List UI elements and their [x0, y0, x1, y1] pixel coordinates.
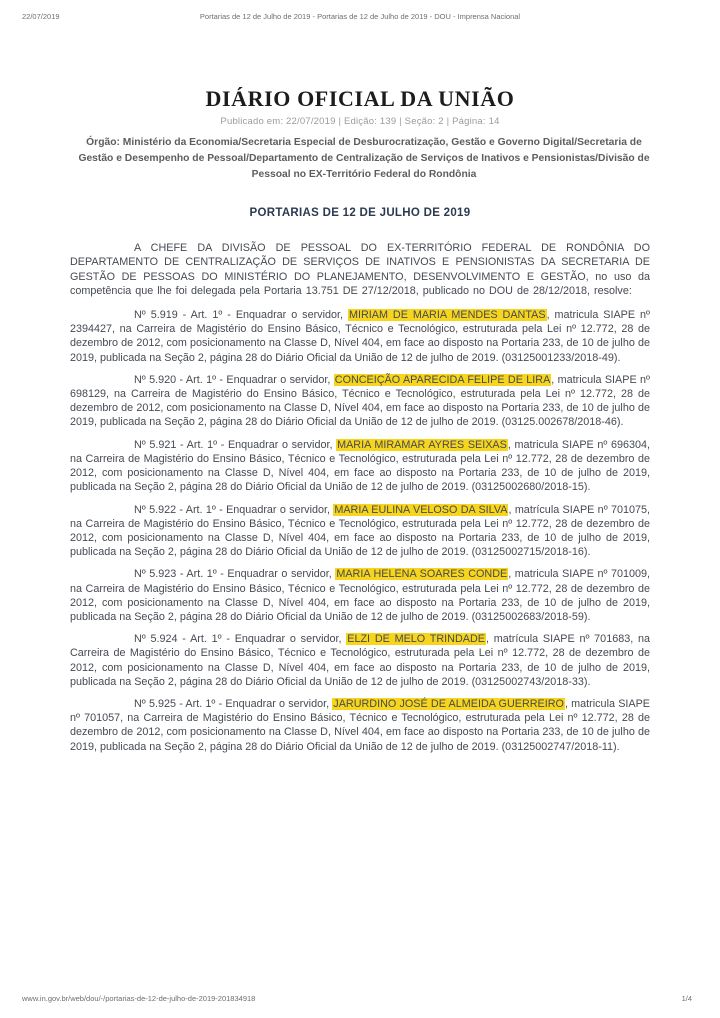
- portaria-paragraph-5925: [70, 697, 650, 754]
- portaria-text-post: , matricula SIAPE nº 698129, na Carreira de Magistério do Ensino Básico, Técnico e Tecnológico, estruturada pela Lei nº 12.772, 28 de dezembro de 2012, com posicionamento na Classe D, Nível 404, em face ao disposto na Portaria 233, de 10 de julho de 2019, publicada na Seção 2, página 28 do Diário Oficial da União de 12 de julho de 2019. (03125.002678/2018-46).: [70, 373, 650, 429]
- article-text: [70, 241, 650, 754]
- portaria-text-pre: Nº 5.925 - Art. 1º - Enquadrar o servidor,: [134, 697, 333, 710]
- print-header-date: 22/07/2019: [22, 12, 60, 21]
- portaria-text-post: , matricula SIAPE nº 701009, na Carreira de Magistério do Ensino Básico, Técnico e Tecnológico, estruturada pela Lei nº 12.772, 28 de dezembro de 2012, com posicionamento na Classe D, Nível 404, em face ao disposto na Portaria 233, de 10 de julho de 2019, publicada na Seção 2, página 28 do Diário Oficial da União de 12 de julho de 2019. (03125002683/2018-59).: [70, 568, 651, 623]
- portaria-paragraph-5919: [70, 308, 650, 365]
- organ-info: Órgão: Ministério da Economia/Secretaria Especial de Desburocratização, Gestão e Governo Digital/Secretaria de Gestão e Desempenho de Pessoal/Departamento de Centralização de Serviços de Inativos e Pensionistas/Divisão de Pessoal no EX-Território Federal do Rondônia: [78, 137, 650, 181]
- highlighted-servant-name: MARIA HELENA SOARES CONDE: [336, 568, 508, 581]
- portaria-text-pre: Nº 5.923 - Art. 1º - Enquadrar o servidor,: [134, 568, 336, 581]
- highlighted-servant-name: MIRIAM DE MARIA MENDES DANTAS: [348, 309, 546, 322]
- portaria-text-pre: Nº 5.922 - Art. 1º - Enquadrar o servidor,: [134, 503, 334, 516]
- portaria-text-pre: Nº 5.920 - Art. 1º - Enquadrar o servidor,: [134, 373, 334, 386]
- highlighted-servant-name: ELZI DE MELO TRINDADE: [347, 633, 485, 646]
- article-heading: PORTARIAS DE 12 DE JULHO DE 2019: [249, 207, 471, 220]
- highlighted-servant-name: MARIA MIRAMAR AYRES SEIXAS: [337, 438, 507, 451]
- publication-info: Publicado em: 22/07/2019 | Edição: 139 | Seção: 2 | Página: 14: [220, 116, 500, 128]
- print-footer-page-number: 1/4: [681, 994, 692, 1003]
- print-footer-url: www.in.gov.br/web/dou/-/portarias-de-12-de-julho-de-2019-201834918: [22, 994, 256, 1003]
- portaria-text-pre: Nº 5.924 - Art. 1º - Enquadrar o servidor,: [134, 633, 347, 646]
- portaria-paragraph-5920: [70, 373, 650, 430]
- print-footer: [0, 994, 720, 1006]
- portaria-text-pre: Nº 5.919 - Art. 1º - Enquadrar o servidor,: [134, 309, 348, 322]
- intro-paragraph: A CHEFE DA DIVISÃO DE PESSOAL DO EX-TERRITÓRIO FEDERAL DE RONDÔNIA DO DEPARTAMENTO DE CENTRALIZAÇÃO DE SERVIÇOS DE INATIVOS E PENSIONISTAS DA SECRETARIA DE GESTÃO DE PESSOAS DO MINISTÉRIO DO PLANEJAMENTO, DESENVOLVIMENTO E GESTÃO, no uso da competência que lhe foi delegada pela Portaria 13.751 DE 27/12/2018, publicado no DOU de 28/12/2018, resolve:: [70, 242, 650, 297]
- highlighted-servant-name: JARURDINO JOSÉ DE ALMEIDA GUERREIRO: [333, 697, 564, 710]
- portaria-paragraph-5921: [70, 438, 650, 495]
- portaria-text-post: , matricula SIAPE nº 701057, na Carreira de Magistério do Ensino Básico, Técnico e Tecnológico, estruturada pela Lei nº 12.772, 28 de dezembro de 2012, com posicionamento na Classe D, Nível 404, em face ao disposto na Portaria 233, de 10 de julho de 2019, publicada na Seção 2, página 28 do Diário Oficial da União de 12 de julho de 2019. (03125002747/2018-11).: [70, 697, 650, 753]
- masthead: [70, 86, 650, 183]
- portaria-text-pre: Nº 5.921 - Art. 1º - Enquadrar o servidor,: [134, 438, 337, 451]
- portaria-paragraph-5924: [70, 632, 650, 689]
- portaria-text-post: , matrícula SIAPE nº 701683, na Carreira de Magistério do Ensino Básico, Técnico e Tecnológico, estruturada pela Lei nº 12.772, 28 de dezembro de 2012, com posicionamento na Classe D, Nível 404, em face ao disposto na Portaria 233, de 10 de julho de 2019, publicada na Seção 2, página 28 do Diário Oficial da União de 12 de julho de 2019. (03125002743/2018-33).: [70, 633, 650, 688]
- portaria-text-post: , matricula SIAPE nº 696304, na Carreira de Magistério do Ensino Básico, Técnico e Tecnológico, estruturada pela Lei nº 12.772, 28 de dezembro de 2012, com posicionamento na Classe D, Nível 404, em face ao disposto na Portaria 233, de 10 de julho de 2019, publicada na Seção 2, página 28 do Diário Oficial da União de 12 de julho de 2019. (03125002680/2018-15).: [70, 438, 650, 494]
- portaria-paragraph-5922: [70, 503, 650, 560]
- portaria-text-post: , matrícula SIAPE nº 701075, na Carreira de Magistério do Ensino Básico, Técnico e Tecnológico, estruturada pela Lei nº 12.772, 28 de dezembro de 2012, com posicionamento na Classe D, Nível 404, em face ao disposto na Portaria 233, de 10 de julho de 2019, publicada na Seção 2, página 28 do Diário Oficial da União de 12 de julho de 2019. (03125002715/2018-16).: [70, 503, 650, 559]
- highlighted-servant-name: CONCEIÇÃO APARECIDA FELIPE DE LIRA: [334, 373, 551, 386]
- highlighted-servant-name: MARIA EULINA VELOSO DA SILVA: [334, 503, 508, 516]
- print-header: [0, 12, 720, 24]
- masthead-title: DIÁRIO OFICIAL DA UNIÃO: [205, 86, 515, 111]
- portaria-text-post: , matricula SIAPE nº 2394427, na Carreira de Magistério do Ensino Básico, Técnico e Tecnológico, estruturada pela Lei nº 12.772, 28 de dezembro de 2012, com posicionamento na Classe D, Nível 404, em face ao disposto na Portaria 233, de 10 de julho de 2019, publicada na Seção 2, página 28 do Diário Oficial da União de 12 de julho de 2019. (03125001233/2018-49).: [70, 309, 650, 364]
- print-header-title: Portarias de 12 de Julho de 2019 - Portarias de 12 de Julho de 2019 - DOU - Imprensa Nacional: [199, 12, 521, 21]
- portaria-paragraph-5923: [70, 567, 650, 624]
